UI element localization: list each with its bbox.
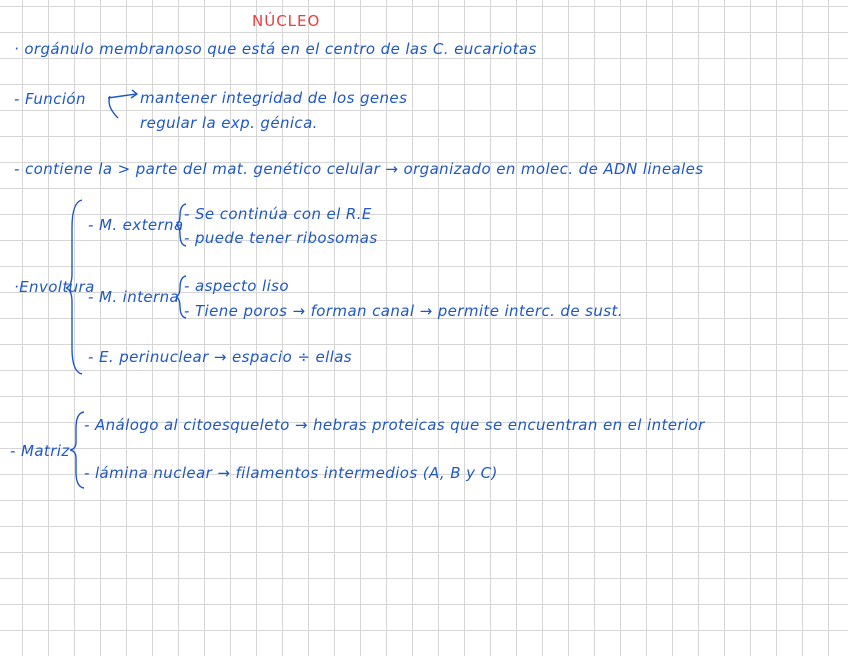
function-heading: - Función	[14, 90, 86, 108]
perinuclear-space-line: - E. perinuclear → espacio ÷ ellas	[88, 348, 353, 366]
function-arrow-icon	[104, 88, 140, 124]
function-item-2: regular la exp. génica.	[140, 114, 318, 132]
outer-membrane-item-2: - puede tener ribosomas	[184, 229, 378, 247]
envelope-heading: ·Envoltura	[14, 278, 95, 296]
definition-line: · orgánulo membranoso que está en el centro de las C. eucariotas	[14, 40, 537, 58]
matrix-item-2: - lámina nuclear → filamentos intermedios (A, B y C)	[84, 464, 498, 482]
function-item-1: mantener integridad de los genes	[140, 89, 408, 107]
genetic-material-line: - contiene la > parte del mat. genético celular → organizado en molec. de ADN lineales	[14, 160, 704, 178]
matrix-heading: - Matriz	[10, 442, 70, 460]
inner-membrane-item-2: - Tiene poros → forman canal → permite interc. de sust.	[184, 302, 623, 320]
inner-membrane-heading: - M. interna	[88, 288, 180, 306]
inner-membrane-item-1: - aspecto liso	[184, 277, 289, 295]
outer-membrane-item-1: - Se continúa con el R.E	[184, 205, 372, 223]
matrix-item-1: - Análogo al citoesqueleto → hebras proteicas que se encuentran en el interior	[84, 416, 705, 434]
page-title: NÚCLEO	[252, 12, 321, 30]
outer-membrane-heading: - M. externa	[88, 216, 184, 234]
